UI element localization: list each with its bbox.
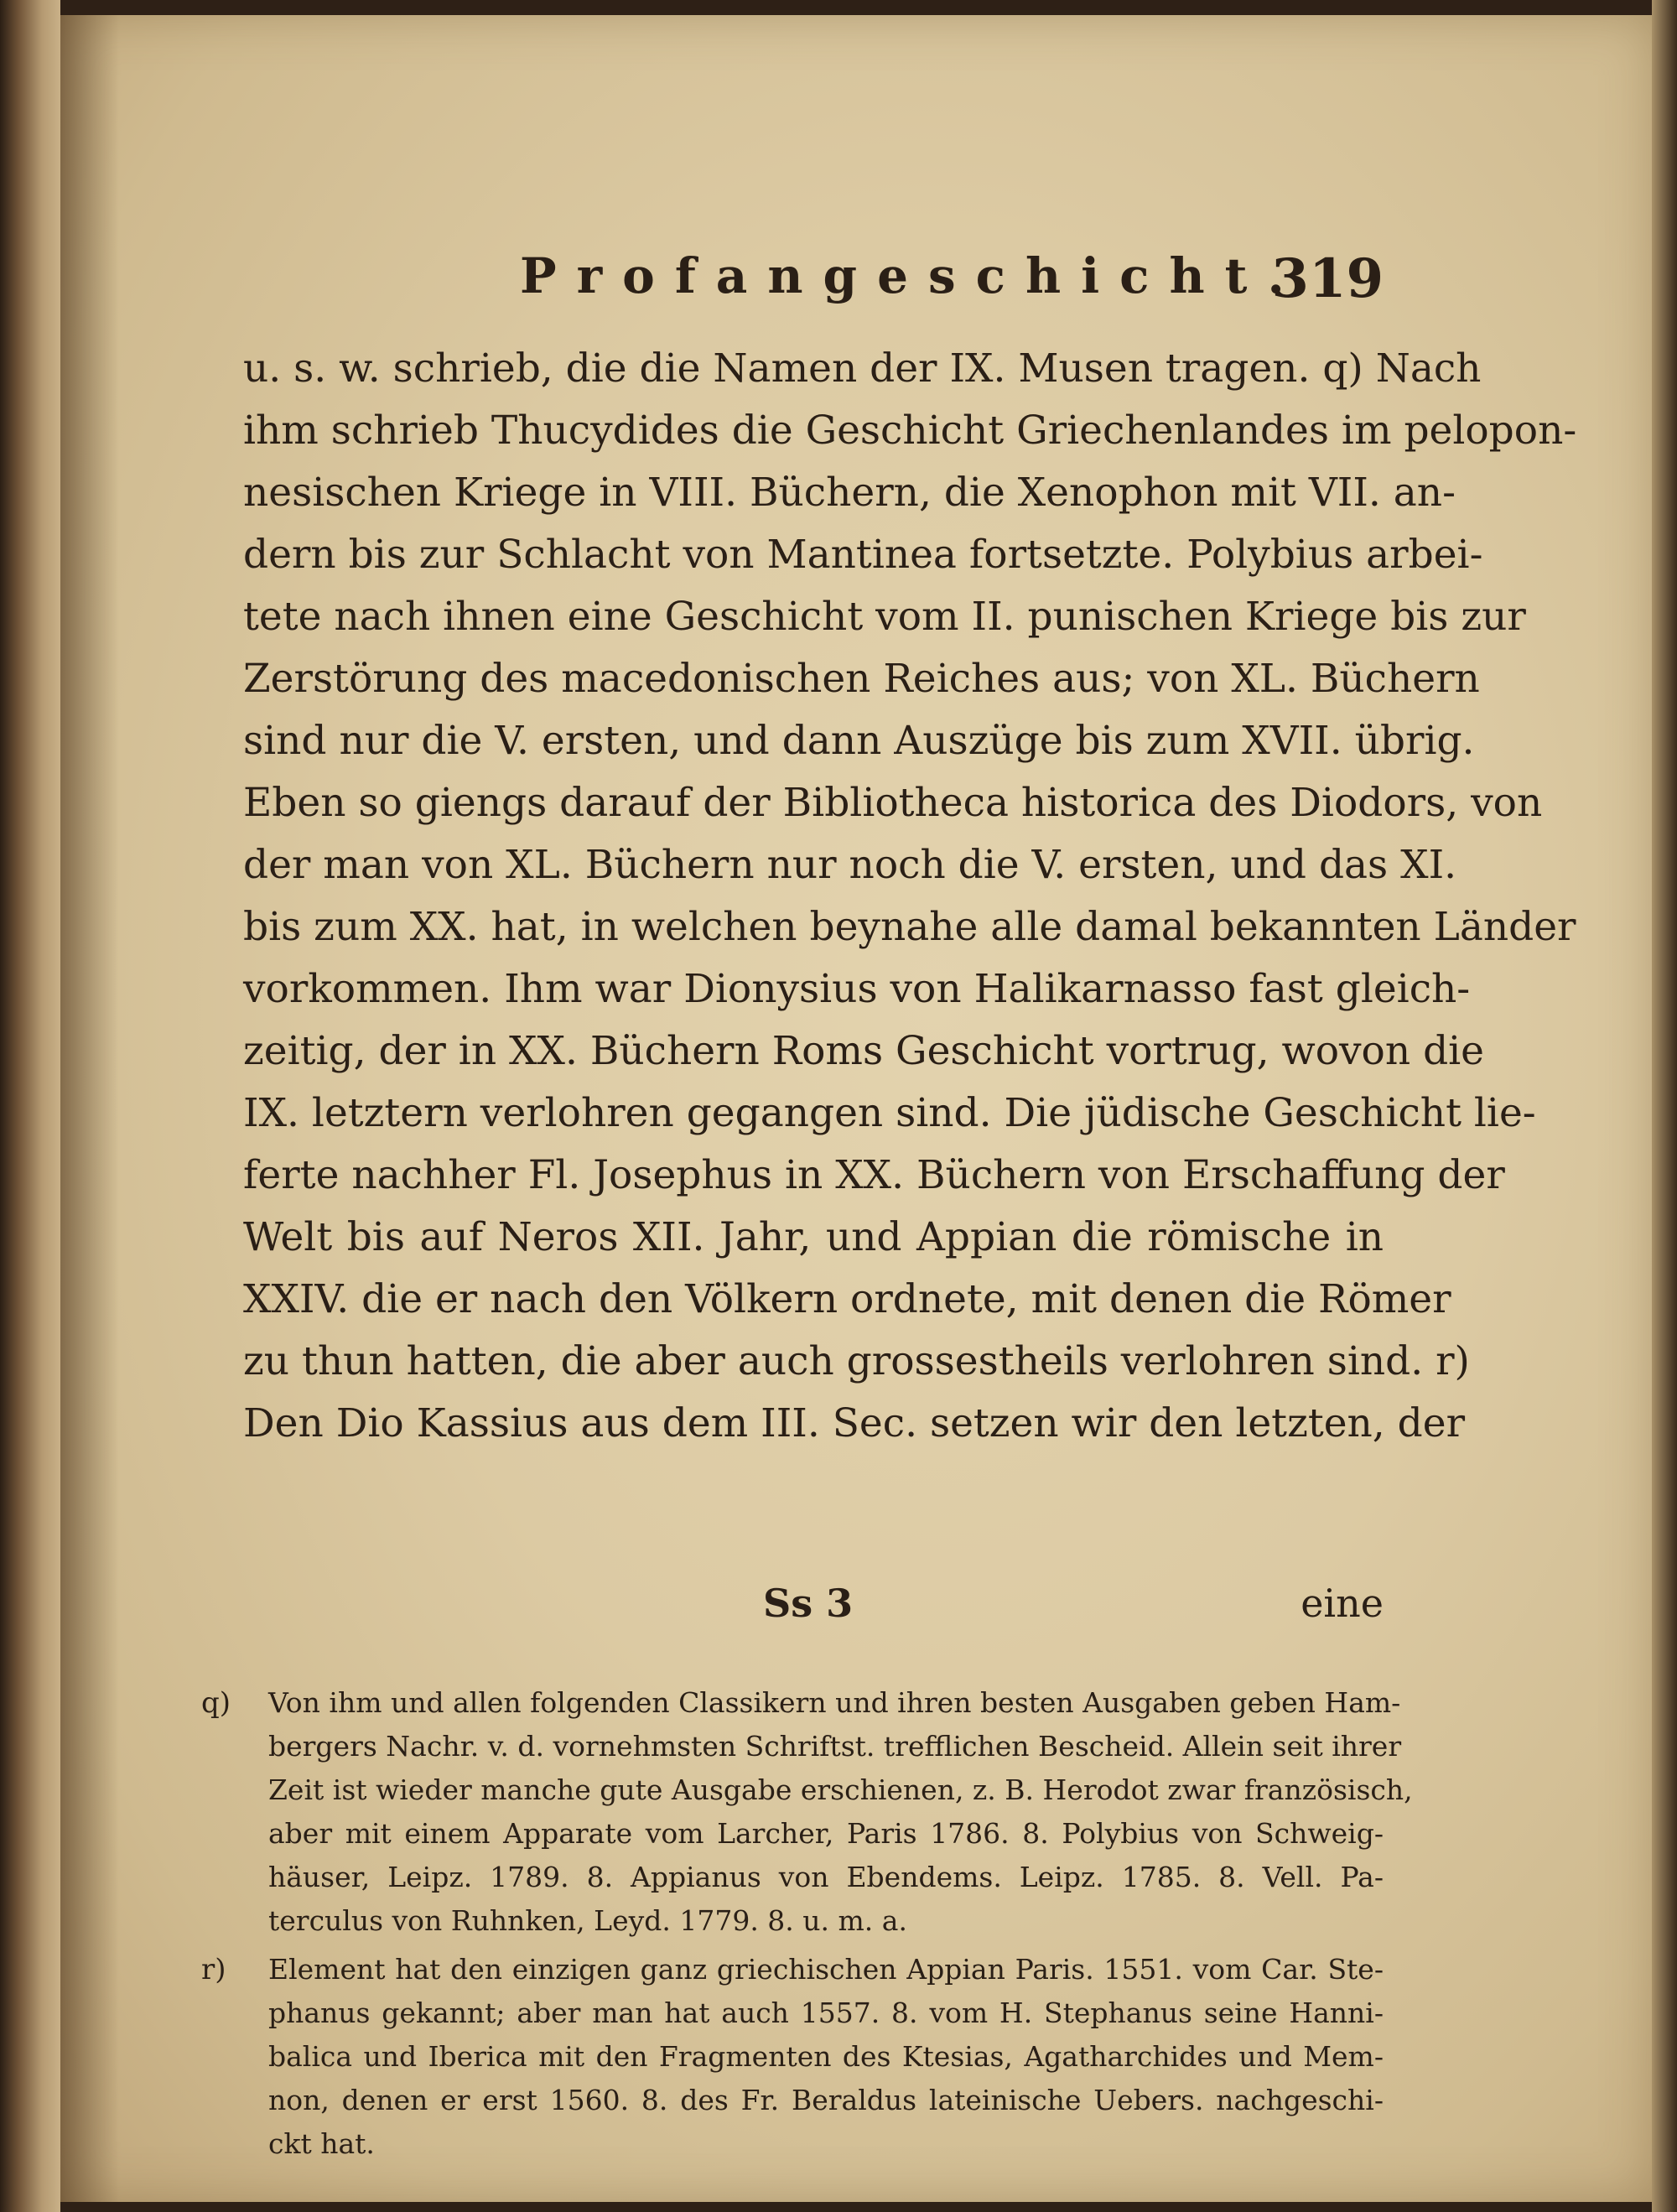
footnote-line: ckt hat. [268,2127,375,2160]
footnote-line: Element hat den einzigen ganz griechischen Appian Paris. 1551. vom Car. Ste- [268,1953,1384,1986]
body-line: nesischen Kriege in VIII. Büchern, die Xenophon mit VII. an- [243,470,1456,516]
footnote-line: häuser, Leipz. 1789. 8. Appianus von Ebendems. Leipz. 1785. 8. Vell. Pa- [268,1861,1384,1893]
body-line: IX. letztern verlohren gegangen sind. Die jüdische Geschicht lie- [243,1090,1536,1136]
footnote-line: phanus gekannt; aber man hat auch 1557. 8. vom H. Stephanus seine Hanni- [268,1997,1384,2029]
page-header [243,239,1384,331]
body-line: Zerstörung des macedonischen Reiches aus; von XL. Büchern [243,656,1480,702]
body-line: sind nur die V. ersten, und dann Auszüge bis zum XVII. übrig. [243,718,1475,764]
page-right-edge [1652,0,1677,2212]
footnotes [201,1681,1413,2171]
body-line: Welt bis auf Neros XII. Jahr, und Appian die römische in [243,1214,1384,1260]
footnote-q [201,1681,1413,1943]
body-line: zu thun hatten, die aber auch grossestheils verlohren sind. r) [243,1338,1470,1384]
binding-edge [0,0,60,2212]
body-line: tete nach ihnen eine Geschicht vom II. punischen Kriege bis zur [243,594,1526,640]
body-line: ferte nachher Fl. Josephus in XX. Büchern von Erschaffung der [243,1152,1505,1198]
body-line: vorkommen. Ihm war Dionysius von Halikarnasso fast gleich- [243,966,1471,1012]
footnote-line: Von ihm und allen folgenden Classikern und ihren besten Ausgaben geben Ham- [268,1686,1401,1719]
page-number: 319 [1271,247,1384,310]
body-line: Den Dio Kassius aus dem III. Sec. setzen wir den letzten, der [243,1400,1466,1446]
footnote-line: Zeit ist wieder manche gute Ausgabe erschienen, z. B. Herodot zwar französisch, [268,1773,1413,1806]
footnote-mark: r) [201,1953,226,1986]
body-line: zeitig, der in XX. Büchern Roms Geschicht vortrug, wovon die [243,1028,1484,1074]
footnote-line: aber mit einem Apparate vom Larcher, Paris 1786. 8. Polybius von Schweig- [268,1817,1384,1850]
gutter-shadow [60,15,119,2202]
body-line: bis zum XX. hat, in welchen beynahe alle damal bekannten Länder [243,904,1576,950]
body-line: XXIV. die er nach den Völkern ordnete, mit denen die Römer [243,1276,1451,1322]
catchword: eine [1301,1581,1384,1626]
body-line: ihm schrieb Thucydides die Geschicht Griechenlandes im pelopon- [243,408,1577,454]
body-line: der man von XL. Büchern nur noch die V. ersten, und das XI. [243,842,1457,888]
footnote-line: balica und Iberica mit den Fragmenten des Ktesias, Agatharchides und Mem- [268,2040,1384,2073]
catchline [243,1581,1384,1639]
footnote-line: terculus von Ruhnken, Leyd. 1779. 8. u. m. a. [268,1904,907,1937]
body-line: dern bis zur Schlacht von Mantinea fortsetzte. Polybius arbei- [243,532,1483,578]
footnote-mark: q) [201,1686,231,1720]
footnote-line: non, denen er erst 1560. 8. des Fr. Beraldus lateinische Uebers. nachgeschi- [268,2084,1384,2116]
body-line: u. s. w. schrieb, die die Namen der IX. Musen tragen. q) Nach [243,345,1482,392]
running-title: Profangeschicht. [520,247,1305,304]
footnote-line: bergers Nachr. v. d. vornehmsten Schriftst. trefflichen Bescheid. Allein seit ihrer [268,1730,1402,1763]
page-content [201,239,1577,2160]
signature-mark: Ss 3 [763,1581,854,1626]
body-line: Eben so giengs darauf der Bibliotheca historica des Diodors, von [243,780,1543,826]
body-text [243,338,1577,1455]
footnote-r [201,1948,1384,2166]
